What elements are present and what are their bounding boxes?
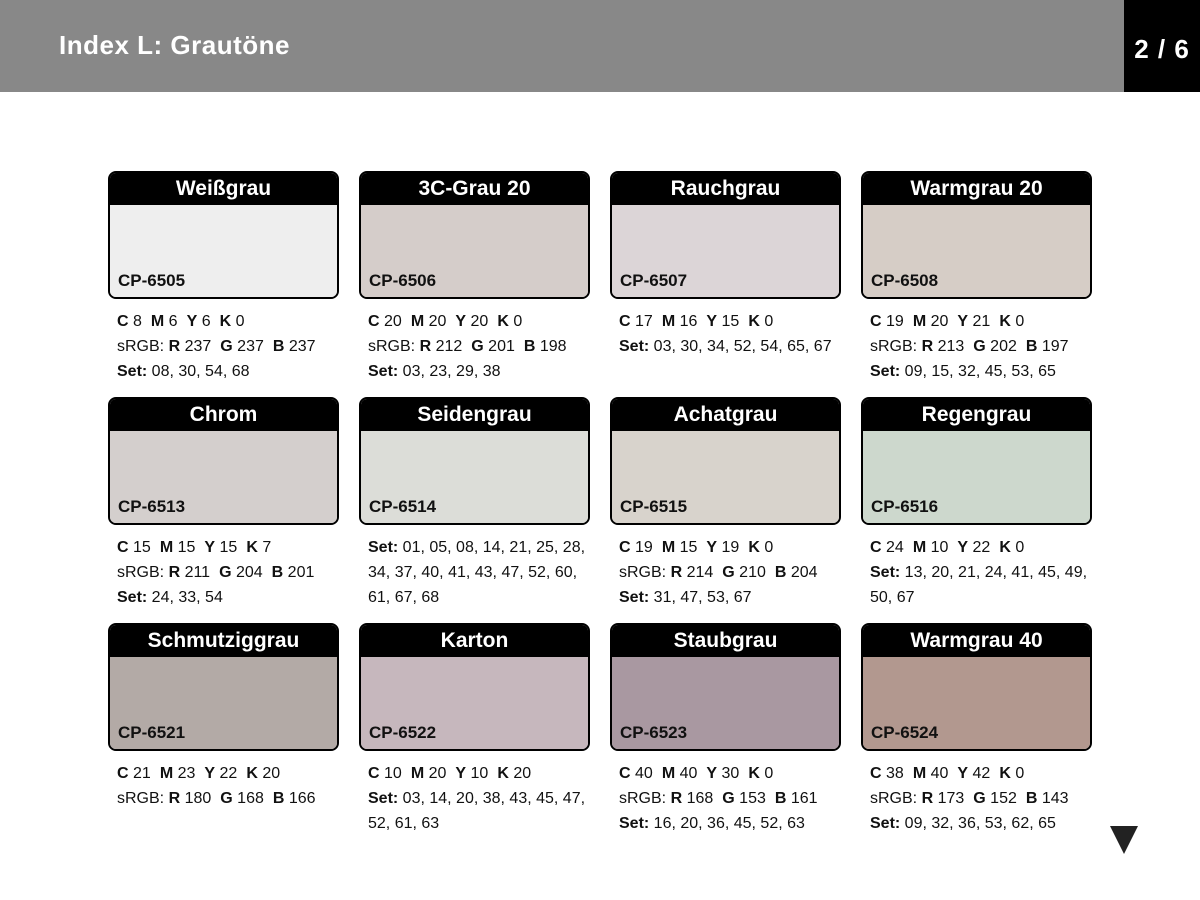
color-info xyxy=(108,535,339,610)
color-name: Weißgrau xyxy=(110,173,337,205)
color-swatch[interactable] xyxy=(359,397,590,525)
color-name: Regengrau xyxy=(863,399,1090,431)
color-code: CP-6514 xyxy=(369,497,437,516)
color-card[interactable] xyxy=(610,623,841,836)
color-code: CP-6522 xyxy=(369,723,437,742)
color-info xyxy=(108,761,339,811)
color-info xyxy=(610,761,841,836)
srgb-values: sRGB: R 180 G 168 B 166 xyxy=(117,790,316,807)
color-code: CP-6506 xyxy=(369,271,437,290)
srgb-values: sRGB: R 173 G 152 B 143 xyxy=(870,790,1069,807)
color-swatch[interactable] xyxy=(108,397,339,525)
color-code: CP-6508 xyxy=(871,271,939,290)
color-card[interactable] xyxy=(861,397,1092,610)
color-info xyxy=(359,535,590,610)
cmyk-values: C 10 M 20 Y 10 K 20 xyxy=(368,765,532,782)
color-name: 3C-Grau 20 xyxy=(361,173,588,205)
color-swatch[interactable] xyxy=(861,397,1092,525)
cmyk-values: C 19 M 20 Y 21 K 0 xyxy=(870,313,1025,330)
color-name: Chrom xyxy=(110,399,337,431)
color-code: CP-6516 xyxy=(871,497,939,516)
color-card[interactable] xyxy=(359,171,590,384)
color-code: CP-6505 xyxy=(118,271,186,290)
color-swatch[interactable] xyxy=(610,397,841,525)
color-info xyxy=(108,309,339,384)
color-name: Achatgrau xyxy=(612,399,839,431)
cmyk-values: C 8 M 6 Y 6 K 0 xyxy=(117,313,245,330)
cmyk-values: C 40 M 40 Y 30 K 0 xyxy=(619,765,774,782)
cmyk-values: C 21 M 23 Y 22 K 20 xyxy=(117,765,281,782)
color-name: Warmgrau 20 xyxy=(863,173,1090,205)
cmyk-values: C 20 M 20 Y 20 K 0 xyxy=(368,313,523,330)
cmyk-values: C 38 M 40 Y 42 K 0 xyxy=(870,765,1025,782)
color-name: Rauchgrau xyxy=(612,173,839,205)
color-name: Seidengrau xyxy=(361,399,588,431)
color-swatch[interactable] xyxy=(108,623,339,751)
color-swatch[interactable] xyxy=(359,623,590,751)
cmyk-values: C 24 M 10 Y 22 K 0 xyxy=(870,539,1025,556)
set-list: Set: 31, 47, 53, 67 xyxy=(619,589,752,606)
page-number: 2 / 6 xyxy=(1134,34,1190,64)
color-swatch[interactable] xyxy=(359,171,590,299)
set-list: Set: 01, 05, 08, 14, 21, 25, 28, 34, 37, 40, 41, 43, 47, 52, 60, 61, 67, 68 xyxy=(368,539,586,606)
color-swatch[interactable] xyxy=(610,171,841,299)
set-list: Set: 08, 30, 54, 68 xyxy=(117,363,250,380)
cmyk-values: C 17 M 16 Y 15 K 0 xyxy=(619,313,774,330)
color-name: Staubgrau xyxy=(612,625,839,657)
set-list: Set: 03, 14, 20, 38, 43, 45, 47, 52, 61, 63 xyxy=(368,790,586,832)
srgb-values: sRGB: R 213 G 202 B 197 xyxy=(870,338,1069,355)
srgb-values: sRGB: R 168 G 153 B 161 xyxy=(619,790,818,807)
page-title: Index L: Grautöne xyxy=(59,30,290,60)
color-info xyxy=(861,535,1092,610)
srgb-values: sRGB: R 237 G 237 B 237 xyxy=(117,338,316,355)
color-code: CP-6524 xyxy=(871,723,939,742)
color-card[interactable] xyxy=(861,171,1092,384)
color-info xyxy=(861,761,1092,836)
color-card[interactable] xyxy=(610,397,841,610)
srgb-values: sRGB: R 212 G 201 B 198 xyxy=(368,338,567,355)
cmyk-values: C 15 M 15 Y 15 K 7 xyxy=(117,539,272,556)
set-list: Set: 16, 20, 36, 45, 52, 63 xyxy=(619,815,805,832)
color-card[interactable] xyxy=(610,171,841,359)
color-name: Karton xyxy=(361,625,588,657)
set-list: Set: 09, 15, 32, 45, 53, 65 xyxy=(870,363,1056,380)
set-list: Set: 13, 20, 21, 24, 41, 45, 49, 50, 67 xyxy=(870,564,1088,606)
color-info xyxy=(861,309,1092,384)
color-info xyxy=(359,309,590,384)
color-card[interactable] xyxy=(359,397,590,610)
color-card[interactable] xyxy=(108,171,339,384)
cmyk-values: C 19 M 15 Y 19 K 0 xyxy=(619,539,774,556)
color-card[interactable] xyxy=(108,397,339,610)
color-code: CP-6507 xyxy=(620,271,688,290)
page-indicator xyxy=(1124,0,1200,92)
color-card[interactable] xyxy=(861,623,1092,836)
set-list: Set: 03, 23, 29, 38 xyxy=(368,363,501,380)
page-header xyxy=(0,0,1124,92)
srgb-values: sRGB: R 211 G 204 B 201 xyxy=(117,564,315,581)
color-swatch[interactable] xyxy=(108,171,339,299)
color-code: CP-6513 xyxy=(118,497,186,516)
srgb-values: sRGB: R 214 G 210 B 204 xyxy=(619,564,818,581)
color-info xyxy=(610,535,841,610)
color-code: CP-6521 xyxy=(118,723,186,742)
set-list: Set: 03, 30, 34, 52, 54, 65, 67 xyxy=(619,338,832,355)
color-info xyxy=(610,309,841,359)
color-info xyxy=(359,761,590,836)
color-swatch[interactable] xyxy=(861,171,1092,299)
set-list: Set: 24, 33, 54 xyxy=(117,589,223,606)
color-card[interactable] xyxy=(359,623,590,836)
color-code: CP-6515 xyxy=(620,497,688,516)
color-code: CP-6523 xyxy=(620,723,688,742)
next-page-arrow-icon[interactable] xyxy=(1110,826,1138,854)
color-swatch[interactable] xyxy=(610,623,841,751)
color-name: Warmgrau 40 xyxy=(863,625,1090,657)
color-name: Schmutziggrau xyxy=(110,625,337,657)
color-card[interactable] xyxy=(108,623,339,811)
set-list: Set: 09, 32, 36, 53, 62, 65 xyxy=(870,815,1056,832)
color-swatch[interactable] xyxy=(861,623,1092,751)
